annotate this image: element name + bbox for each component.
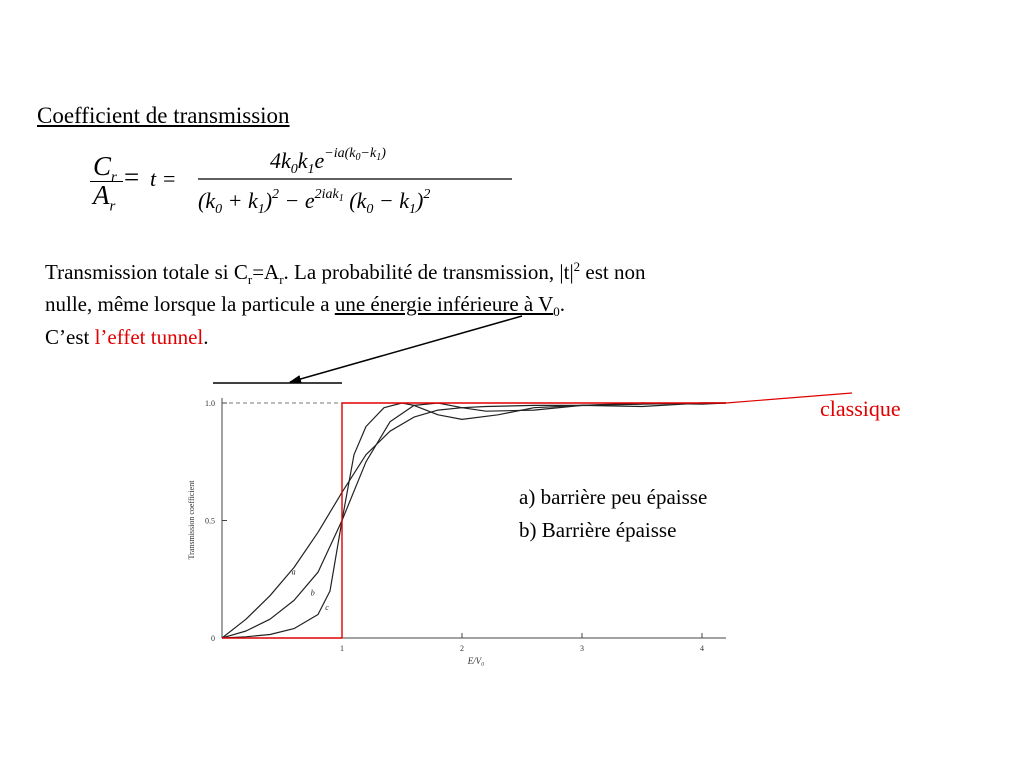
- paragraph-line-3: C’est l’effet tunnel.: [45, 325, 209, 349]
- pointer-arrow: [290, 316, 522, 382]
- classical-label: classique: [820, 396, 901, 421]
- tunnel-effect-text: l’effet tunnel: [94, 325, 204, 349]
- x-tick-label: 3: [580, 644, 584, 653]
- formula-numerator: $4k_0k_1e^{-ia(k}0-k1$): [270, 146, 386, 177]
- ratio-denominator: $A_r$: [93, 180, 116, 215]
- chart-series: [222, 393, 852, 638]
- t-equals: t =: [150, 166, 177, 191]
- y-tick-label: 1.0: [205, 399, 215, 408]
- curve-label-b: b: [310, 588, 315, 598]
- y-axis-label: Transmission coefficient: [187, 480, 196, 560]
- x-tick-label: 2: [460, 644, 464, 653]
- y-tick-label: 0.5: [205, 516, 215, 526]
- x-tick-label: 1: [340, 644, 344, 653]
- amplitude-ratio: [90, 153, 124, 213]
- x-axis-label: E/V₀: [467, 656, 485, 666]
- curve-label-c: c: [325, 602, 329, 612]
- legend-b: b) Barrière épaisse: [519, 518, 677, 542]
- legend-a: a) barrière peu épaisse: [519, 485, 708, 509]
- curve-label-a: a: [291, 567, 296, 577]
- paragraph-line-1: Transmission totale si $C_r=A_r$. La probabilité de transmission, $|t|^2$ est non: [45, 259, 646, 288]
- paragraph-line-2: nulle, même lorsque la particule a une énergie inférieure à $V_0$.: [45, 292, 566, 320]
- equals-sign: =: [124, 162, 140, 192]
- transmission-formula: [150, 142, 530, 218]
- page-heading: Coefficient de transmission: [37, 103, 290, 128]
- x-tick-label: 4: [700, 644, 704, 653]
- ratio-numerator: $C_r$: [93, 151, 117, 186]
- formula-denominator: $(k_0 + k_1)^2 - e^{2iak}1$ $(k_0 - k_1)^2$: [198, 187, 431, 217]
- energy-phrase: une énergie inférieure à $V_0$: [334, 292, 560, 320]
- y-tick-label: 0: [211, 634, 215, 643]
